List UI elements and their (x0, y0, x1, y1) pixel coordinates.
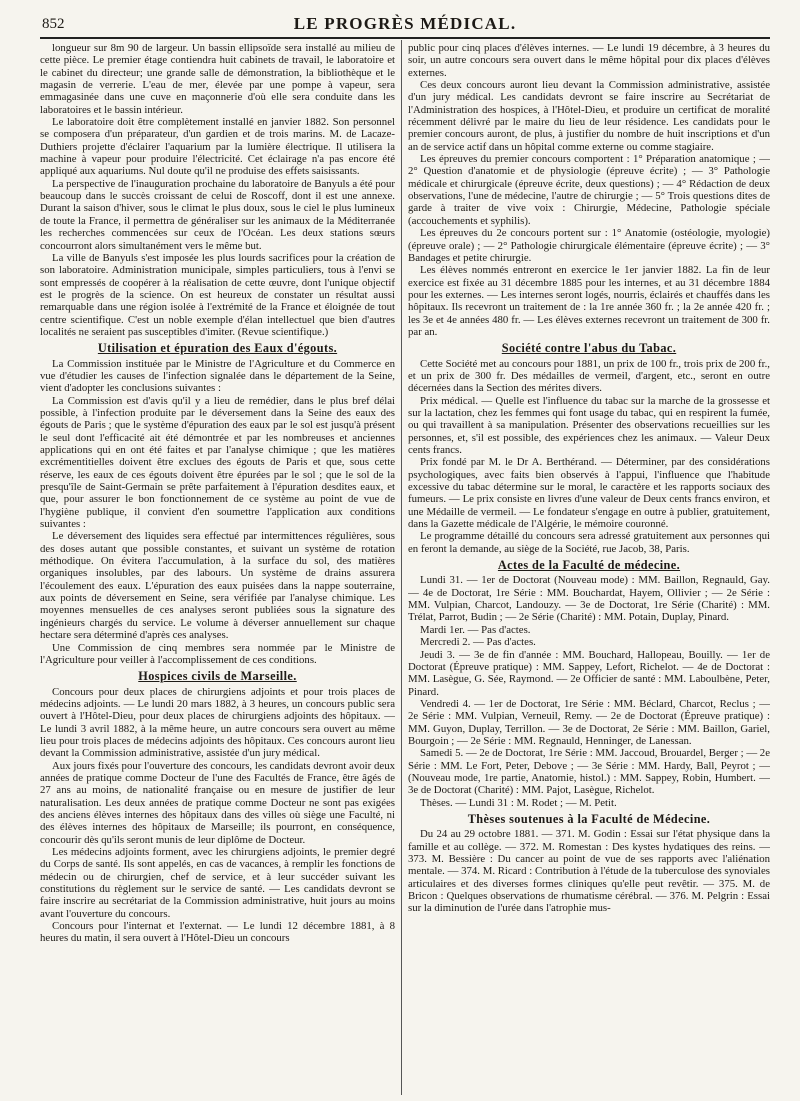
section-title-actes-faculte: Actes de la Faculté de médecine. (497, 558, 681, 573)
concours-paragraph-5: Les élèves nommés entreront en exercice le 1er janvier 1882. La fin de leur exercice est fixée au 31 décembre 1885 pour les internes, et au 31 décembre 1884 pour les externes. — Les internes seront logés, nourris, éclairés et chauffés dans les hôpitaux. Ils recevront un traitement de : la 1re année 360 fr. ; la 2e année 420 fr. ; les 3e et 4e années 480 fr. — Les élèves externes recevront un traitement de 300 fr. par an. (408, 264, 770, 338)
tabac-paragraph-4: Le programme détaillé du concours sera adressé gratuitement aux personnes qui en feront la demande, au siège de la Société, rue Jacob, 38, Paris. (408, 530, 770, 555)
header-rule (40, 37, 770, 39)
left-column (40, 42, 395, 1094)
hospices-paragraph-1: Concours pour deux places de chirurgiens adjoints et pour trois places de médecins adjoints. — Le lundi 20 mars 1882, à 3 heures, un concours public sera ouvert à l'Hôtel-Dieu, pour deux places de chirurgiens adjoints des hôpitaux. — Le lundi 3 avril 1882, à la même heure, un autre concours sera ouvert au même lieu pour trois places de médecins adjoints des hôpitaux. Ces concours auront lieu devant la Commission administrative, assistée d'un jury médical. (40, 685, 395, 760)
concours-paragraph-1: public pour cinq places d'élèves internes. — Le lundi 19 décembre, à 3 heures du soir, un autre concours sera ouvert dans le même hôpital pour dix places d'élèves externes. (408, 42, 770, 79)
section-title-eaux-egouts: Utilisation et épuration des Eaux d'égouts. (97, 341, 338, 356)
actes-mardi: Mardi 1er. — Pas d'actes. (420, 623, 531, 636)
lab-paragraph-1: longueur sur 8m 90 de largeur. Un bassin ellipsoïde sera installé au milieu de cette pièce. Le premier étage contiendra huit cabinets de travail, le laboratoire et le cabinet du directeur; une grande salle de démonstration, la bibliothèque et le magasin de verrerie. L'eau de mer, élevée par une pompe à vapeur, sera emmagasinée dans une cuve en maçonnerie d'où elle sera conduite dans les laboratoires et le bassin intérieur. (40, 42, 395, 116)
actes-vendredi: Vendredi 4. — 1er de Doctorat, 1re Série : MM. Béclard, Charcot, Reclus ; — 2e Série : MM. Vulpian, Verneuil, Remy. — 2e de Doctorat (Épreuve pratique) : MM. Guyon, Duplay, Terrillon. — 3e de Doctorat, 2e Série : MM. Baillon, Gariel, Bourgoin ; — 2e Série : MM. Regnauld, Henninger, de Lanessan. (408, 697, 770, 747)
column-divider (401, 40, 402, 1095)
eaux-paragraph-3: Le déversement des liquides sera effectué par intermittences régulières, sous des doses autant que possible constantes, et suivant un système de rotation méthodique. On évitera l'accumulation, à la surface du sol, des matières organiques insolubles, par des labours. Un système de drains assurera l'écoulement des eaux. L'épuration des eaux puisées dans la nappe souterraine, aux points de déversement en Seine, sera vérifiée par l'analyse chimique. Les moyennes mensuelles de ces analyses seront publiées sous la signature des ingénieurs chargés du service. Le volume à déverser annuellement sur chaque hectare sera déterminé d'après ces analyses. (40, 530, 395, 642)
concours-paragraph-3: Les épreuves du premier concours comportent : 1° Préparation anatomique ; — 2° Question d'anatomie et de physiologie (épreuve écrite) ; — 3° Pathologie médicale et chirurgicale (épreuve écrite, deux questions) ; — 4° Rédaction de deux observations, l'une de médecine, l'autre de chirurgie ; — 5° Trois questions dites de garde à traiter de vive voix : Chirurgie, Médecine, Pathologie spéciale (accouchements et syphilis). (408, 153, 770, 227)
tabac-paragraph-3: Prix fondé par M. le Dr A. Berthérand. — Déterminer, par des considérations psychologiques, avec faits bien observés à l'appui, l'influence que l'habitude excessive du tabac détermine sur le moral, le caractère et les rapports sociaux des fumeurs. — Le prix consiste en livres d'une valeur de Deux cents francs environ, et une Médaille de vermeil. — Le fondateur s'engage en outre à publier, gratuitement, dans la Gazette médicale de l'Algérie, le mémoire couronné. (408, 456, 770, 531)
page-number: 852 (42, 16, 65, 32)
section-title-theses-soutenues: Thèses soutenues à la Faculté de Médecine. (467, 811, 711, 826)
section-title-tabac: Société contre l'abus du Tabac. (501, 341, 677, 356)
page-header (40, 10, 770, 36)
actes-lundi: Lundi 31. — 1er de Doctorat (Nouveau mode) : MM. Baillon, Regnauld, Gay. — 4e de Doctorat, 1re Série : MM. Bouchardat, Hayem, Ollivier ; — 2e Série : MM. Vulpian, Charcot, Landouzy. — 3e de Doctorat, 1re Série (Charité) : MM. Trélat, Parrot, Budin ; — 2e Série (Charité) : MM. Potain, Duplay, Pinard. (408, 574, 770, 624)
lab-paragraph-3: La perspective de l'inauguration prochaine du laboratoire de Banyuls a été pour beaucoup dans le succès croissant de celui de Roscoff, dont il est une annexe. Durant la saison d'hiver, sous le climat le plus doux, sous le ciel le plus lumineux de toute la France, il permettra de généraliser sur les animaux de la Méditerranée les recherches commencées sur ceux de l'Océan. Les deux stations sœurs concourront alors simultanément vers le même but. (40, 177, 395, 252)
actes-theses: Thèses. — Lundi 31 : M. Rodet ; — M. Petit. (420, 796, 617, 809)
actes-samedi: Samedi 5. — 2e de Doctorat, 1re Série : MM. Jaccoud, Brouardel, Berger ; — 2e Série : MM. Le Fort, Peter, Debove ; — 3e Série : MM. Hardy, Ball, Peyrot ; — (Nouveau mode, 1re partie, Anatomie, histol.) : MM. Sappey, Robin, Humbert. — 3e de Doctorat (Charité) : MM. Pajot, Lasègue, Richelot. (408, 747, 770, 797)
tabac-paragraph-1: Cette Société met au concours pour 1881, un prix de 100 fr., trois prix de 200 fr., et un prix de 300 fr. Des médailles de vermeil, d'argent, etc., seront en outre décernées dans la Section des mérites divers. (408, 357, 770, 395)
tabac-paragraph-2: Prix médical. — Quelle est l'influence du tabac sur la marche de la grossesse et sur la lactation, chez les femmes qui font usage du tabac, qui en respirent la fumée, ou qui travaillent à sa manipulation. Présenter des observations recueillies sur les personnes, et, s'il est possible, des expériences chez les animaux. — Valeur Deux cents francs. (408, 394, 770, 456)
right-column (408, 42, 770, 1094)
actes-mercredi: Mercredi 2. — Pas d'actes. (420, 636, 536, 649)
journal-title: LE PROGRÈS MÉDICAL. (293, 14, 517, 33)
eaux-paragraph-1: La Commission instituée par le Ministre de l'Agriculture et du Commerce en vue d'étudier les causes de l'infection signalée dans le département de la Seine, vient d'adopter les conclusions suivantes : (40, 357, 395, 395)
actes-jeudi: Jeudi 3. — 3e de fin d'année : MM. Bouchard, Hallopeau, Bouilly. — 1er de Doctorat (Épreuve pratique) : MM. Sappey, Lefort, Richelot. — 4e de Doctorat : MM. Lasègue, G. Sée, Raymond. — 2e Officier de santé : MM. Laboulbène, Peter, Pinard. (408, 648, 770, 698)
lab-paragraph-2: Le laboratoire doit être complètement installé en janvier 1882. Son personnel se composera d'un préparateur, d'un gardien et de trois marins. M. de Lacaze-Duthiers projette d'éclairer l'aquarium par la lumière électrique. Il utilisera la machine à vapeur pour produire l'électricité. Cet éclairage n'a pas encore été appliqué aux aquariums. Nul doute qu'il ne produise des effets saisissants. (40, 116, 395, 178)
concours-paragraph-4: Les épreuves du 2e concours portent sur : 1° Anatomie (ostéologie, myologie) (épreuve orale) ; — 2° Pathologie chirurgicale élémentaire (épreuve écrite) ; — 3° Bandages et petite chirurgie. (408, 227, 770, 264)
hospices-paragraph-4: Concours pour l'internat et l'externat. — Le lundi 12 décembre 1881, à 8 heures du matin, il sera ouvert à l'Hôtel-Dieu un concours (40, 920, 395, 945)
hospices-paragraph-3: Les médecins adjoints forment, avec les chirurgiens adjoints, le premier degré du Corps de santé. Ils sont appelés, en cas de vacances, à remplir les fonctions de médecin ou de chirurgien, chef de service, et à leur succéder suivant les constitutions du règlement sur le service de santé. — Les candidats devront se faire inscrire au secrétariat de la Commission administrative, huit jours au moins avant l'ouverture du concours. (40, 846, 395, 920)
eaux-paragraph-2: La Commission est d'avis qu'il y a lieu de remédier, dans le plus bref délai possible, à l'infection produite par le déversement dans la Seine des eaux des égouts de Paris ; que le système d'épuration des eaux par le sol est jusqu'à présent le seul dont l'efficacité ait été démontrée et par les nombreuses et anciennes applications qui en ont été faites et par l'analyse chimique ; que les matières excrémentitielles doivent être exclues des égouts de Paris et que, sous cette réserve, les eaux de ces égouts doivent être épurées par le sol ; que le sol de la presqu'île de Saint-Germain se prête parfaitement à l'épuration desdites eaux, et que, pour assurer le bon fonctionnement de ce système au point de vue de l'hygiène publique, il convient d'en soumettre l'application aux conditions suivantes : (40, 394, 395, 531)
lab-paragraph-4: La ville de Banyuls s'est imposée les plus lourds sacrifices pour la création de son laboratoire. Administration municipale, simples particuliers, tous à l'envi se sont empressés de coopérer à la réalisation de cette œuvre, dont l'unique objectif est le progrès de la science. On est heureux de constater un résultat aussi remarquable dans une région isolée à l'extrémité de la France et éloignée de tout centre scientifique. C'est un noble exemple d'élan intellectuel que bien d'autres localités ne seraient pas susceptibles d'imiter. (Revue scientifique.) (40, 251, 395, 338)
hospices-paragraph-2: Aux jours fixés pour l'ouverture des concours, les candidats devront avoir deux années de pratique comme Docteur de l'une des Facultés de France, être âgés de 27 ans au moins, de nationalité française ou en mesure de justifier de leur naturalisation. Les deux années de pratique comme Docteur ne sont pas exigées des anciens élèves internes des hôpitaux dans des villes où siège une Faculté, ni des élèves internes des hôpitaux de Marseille; ils pourront, en conséquence, concourir dès qu'ils seront munis de leur diplôme de Docteur. (40, 759, 395, 846)
concours-paragraph-2: Ces deux concours auront lieu devant la Commission administrative, assistée d'un jury médical. Les candidats devront se faire inscrire au Secrétariat de l'Administration des hospices, à l'Hôtel-Dieu, et produire un certificat de moralité récemment délivré par le maire du lieu de leur résidence. Les candidats pour le premier concours auront, de plus, à justifier du nombre de huit inscriptions et d'un an de service actif dans un hôpital comme externe ou comme stagiaire. (408, 79, 770, 153)
section-title-hospices-marseille: Hospices civils de Marseille. (138, 669, 297, 684)
eaux-paragraph-4: Une Commission de cinq membres sera nommée par le Ministre de l'Agriculture pour veiller à l'accomplissement de ces conditions. (40, 641, 395, 666)
theses-paragraph-1: Du 24 au 29 octobre 1881. — 371. M. Godin : Essai sur l'état physique dans la famille et au collège. — 372. M. Romestan : Des kystes hydatiques des reins. — 373. M. Bessière : Du cancer au point de vue de ses rapports avec l'aliénation mentale. — 374. M. Ricard : Contribution à l'étude de la tuberculose des synoviales articulaires et des diverses formes cliniques qu'elle peut revêtir. — 375. M. de Bricon : Quelques observations de rhumatisme cérébral. — 376. M. Pelgrin : Essai sur la diminution de l'urée dans l'atrophie mus- (408, 828, 770, 915)
